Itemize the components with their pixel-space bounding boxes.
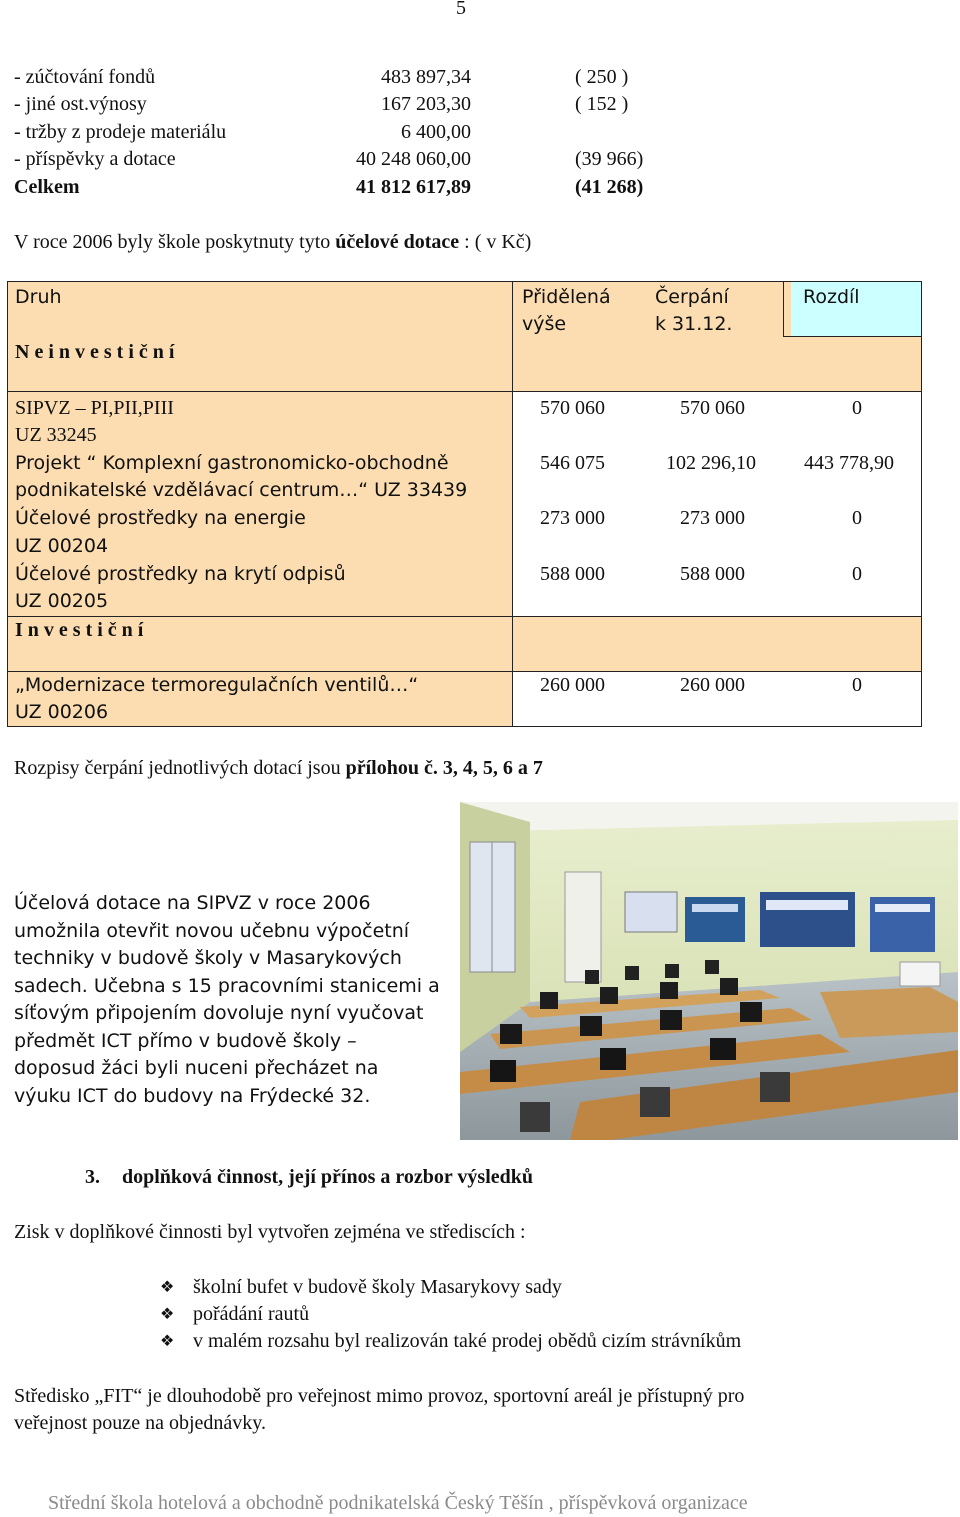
photo-text-line: Účelová dotace na SIPVZ v roce 2006 xyxy=(14,892,371,914)
table-row-name: Účelové prostředky na energie xyxy=(15,507,306,529)
table-row-drawn: 260 000 xyxy=(680,674,745,696)
page-footer: Střední škola hotelová a obchodně podnikatelská Český Těšín , příspěvková organizace xyxy=(48,1492,748,1514)
table-row-allocated: 546 075 xyxy=(540,452,605,474)
income-value: 40 248 060,00 xyxy=(356,148,471,170)
diamond-bullet-icon: ❖ xyxy=(160,1279,175,1296)
income-label: - tržby z prodeje materiálu xyxy=(14,121,227,143)
bullet-text: školní bufet v budově školy Masarykovy sady xyxy=(193,1276,562,1298)
header-k-datum: k 31.12. xyxy=(655,313,733,335)
income-prev: ( 152 ) xyxy=(575,93,629,115)
table-row-code: podnikatelské vzdělávací centrum…“ UZ 33439 xyxy=(15,479,468,501)
income-value: 483 897,34 xyxy=(381,66,471,88)
intro-after: : ( v Kč) xyxy=(459,231,532,253)
income-value: 6 400,00 xyxy=(401,121,471,143)
income-prev: ( 250 ) xyxy=(575,66,629,88)
bullet-text: v malém rozsahu byl realizován také prodej obědů cizím strávníkům xyxy=(193,1330,742,1352)
intro-text xyxy=(14,231,531,254)
photo-text-line: síťovým připojením dovoluje nyní vyučovat xyxy=(14,1002,424,1024)
income-total-label: Celkem xyxy=(14,176,80,198)
header-rozdil: Rozdíl xyxy=(803,286,860,308)
table-row-drawn: 273 000 xyxy=(680,507,745,529)
income-label: - zúčtování fondů xyxy=(14,66,156,88)
table-row-drawn: 588 000 xyxy=(680,563,745,585)
table-row-diff: 0 xyxy=(852,507,862,529)
intro-before: V roce 2006 byly škole poskytnuty tyto xyxy=(14,231,336,253)
table-row-code: UZ 00204 xyxy=(15,535,109,557)
table-row-drawn: 570 060 xyxy=(680,397,745,419)
header-pridelena: Přidělená xyxy=(522,286,611,308)
fit-text-line: veřejnost pouze na objednávky. xyxy=(14,1412,266,1434)
income-total-value: 41 812 617,89 xyxy=(356,176,471,198)
header-neinvesticni: N e i n v e s t i č n í xyxy=(15,341,175,363)
rozpisy-text xyxy=(14,757,543,780)
section-title: doplňková činnost, její přínos a rozbor výsledků xyxy=(122,1166,534,1188)
photo-text-line: výuku ICT do budovy na Frýdecké 32. xyxy=(14,1085,371,1107)
income-prev: (39 966) xyxy=(575,148,644,170)
photo-text-line: sadech. Učebna s 15 pracovními stanicemi a xyxy=(14,975,440,997)
photo-text-line: techniky v budově školy v Masarykových xyxy=(14,947,402,969)
photo-text-line: umožnila otevřit novou učebnu výpočetní xyxy=(14,920,410,942)
section-number: 3. xyxy=(85,1166,100,1188)
table-row-name: Účelové prostředky na krytí odpisů xyxy=(15,563,346,585)
diamond-bullet-icon: ❖ xyxy=(160,1333,175,1350)
rozpisy-before: Rozpisy čerpání jednotlivých dotací jsou xyxy=(14,757,346,779)
classroom-photo xyxy=(460,802,958,1140)
header-cerpani: Čerpání xyxy=(655,286,729,308)
table-row-name: SIPVZ – PI,PII,PIII xyxy=(15,397,174,419)
income-label: - jiné ost.výnosy xyxy=(14,93,147,115)
table-row-name: „Modernizace termoregulačních ventilů…“ xyxy=(15,674,419,696)
table-row-drawn: 102 296,10 xyxy=(666,452,756,474)
photo-text-line: předmět ICT přímo v budově školy – xyxy=(14,1030,357,1052)
table-row-allocated: 570 060 xyxy=(540,397,605,419)
inv-header-bg xyxy=(512,616,922,671)
income-value: 167 203,30 xyxy=(381,93,471,115)
table-row-name: Projekt “ Komplexní gastronomicko-obchodně xyxy=(15,452,449,474)
table-row-allocated: 273 000 xyxy=(540,507,605,529)
rozpisy-bold: přílohou č. 3, 4, 5, 6 a 7 xyxy=(345,757,543,779)
header-druh: Druh xyxy=(15,286,62,308)
diamond-bullet-icon: ❖ xyxy=(160,1306,175,1323)
income-label: - příspěvky a dotace xyxy=(14,148,176,170)
table-row-code: UZ 33245 xyxy=(15,424,97,446)
table-row-diff: 0 xyxy=(852,563,862,585)
table-row-code: UZ 00206 xyxy=(15,701,109,723)
intro-bold: účelové dotace xyxy=(335,231,460,253)
bullet-text: pořádání rautů xyxy=(193,1303,310,1325)
table-row-diff: 0 xyxy=(852,674,862,696)
header-vyse: výše xyxy=(522,313,567,335)
page-number: 5 xyxy=(456,0,466,19)
zisk-text: Zisk v doplňkové činnosti byl vytvořen zejména ve střediscích : xyxy=(14,1221,526,1243)
table-row-allocated: 260 000 xyxy=(540,674,605,696)
table-row-diff: 443 778,90 xyxy=(804,452,894,474)
income-total-prev: (41 268) xyxy=(575,176,644,198)
table-row-diff: 0 xyxy=(852,397,862,419)
photo-text-line: doposud žáci byli nuceni přecházet na xyxy=(14,1057,379,1079)
table-row-code: UZ 00205 xyxy=(15,590,109,612)
table-row-allocated: 588 000 xyxy=(540,563,605,585)
header-investicni: I n v e s t i č n í xyxy=(15,619,144,641)
fit-text-line: Středisko „FIT“ je dlouhodobě pro veřejnost mimo provoz, sportovní areál je přístupný pro xyxy=(14,1385,745,1407)
